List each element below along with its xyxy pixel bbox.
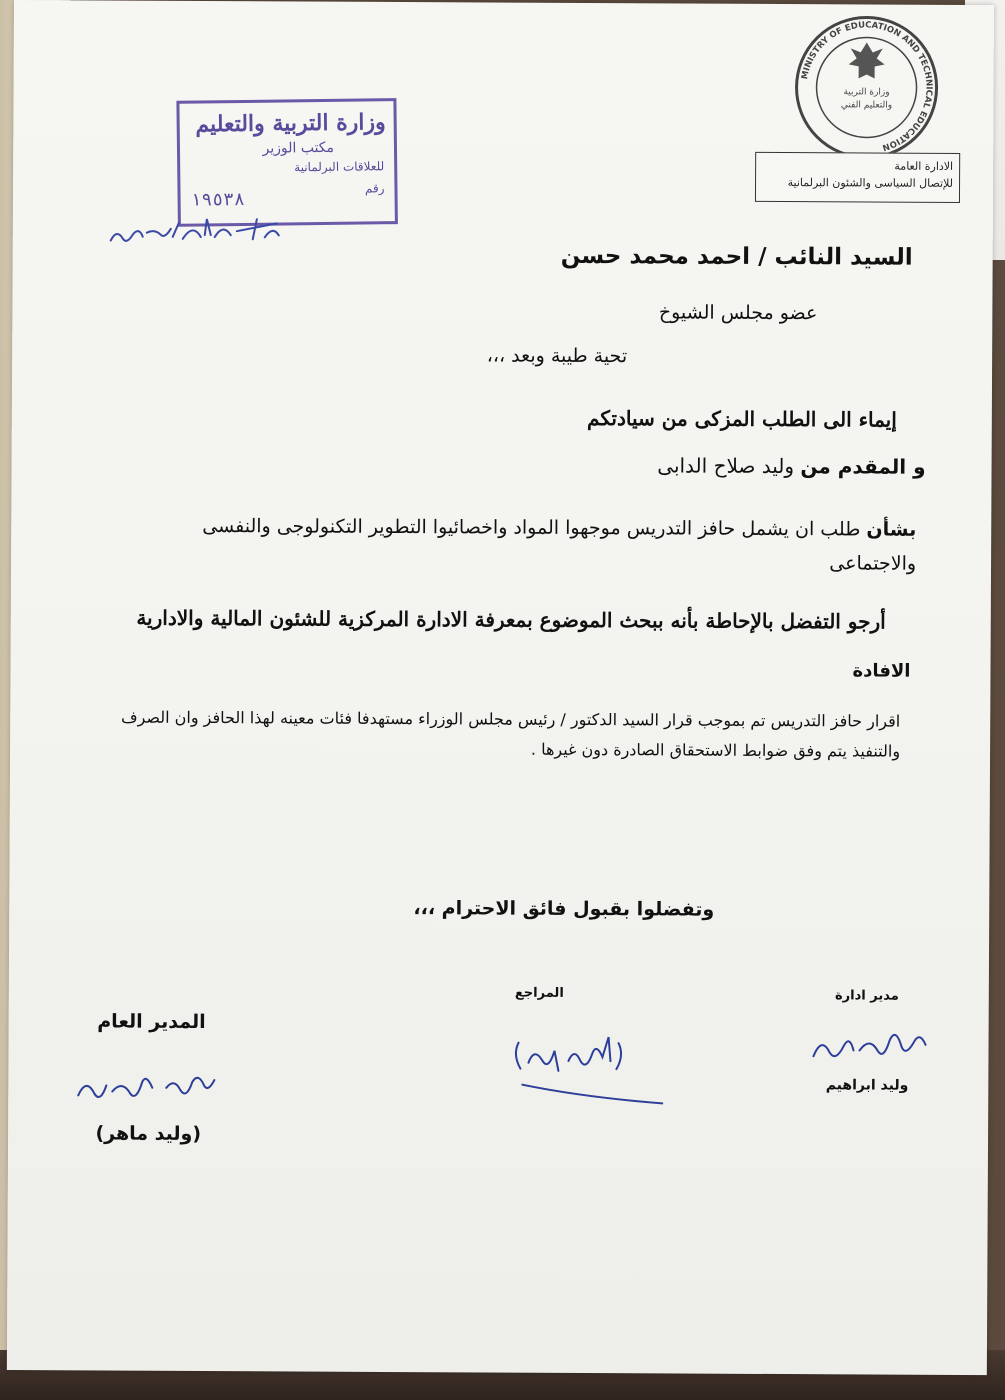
response-body: اقرار حافز التدريس تم بموجب قرار السيد الدكتور / رئيس مجلس الوزراء مستهدفا فئات معينه لهذا الحافز وان الصرف والتنفيذ يتم وفق ضوابط الاستحقاق الصادرة دون غيرها . (120, 707, 901, 761)
greeting: تحية طيبة وبعد ،،، (486, 344, 628, 368)
stamp-line-2: مكتب الوزير (262, 139, 335, 157)
stamp-line-3: للعلاقات البرلمانية (294, 159, 385, 175)
reviewer-signature (498, 1033, 678, 1118)
department-line-1: الادارة العامة (894, 159, 954, 173)
manager-name: وليد ابراهيم (825, 1077, 909, 1094)
ministry-stamp (176, 98, 398, 227)
stamp-line-4: رقم (364, 181, 385, 196)
subject-text: طلب ان يشمل حافز التدريس موجهوا المواد واخصائيوا التطوير التكنولوجى والنفسى والاجتماعى (202, 514, 917, 575)
reference-line: إيماء الى الطلب المزكى من سيادتكم (587, 406, 897, 432)
letter-page (7, 0, 994, 1375)
manager-title: مدير ادارة (834, 988, 899, 1004)
submitted-by (657, 453, 925, 478)
submitted-name: وليد صلاح الدابى (657, 453, 795, 479)
svg-text:MINISTRY OF EDUCATION AND TECH: MINISTRY OF EDUCATION AND TECHNICAL EDUCATION (800, 20, 934, 153)
subject-prefix: بشأن (866, 518, 917, 541)
member-of: عضو مجلس الشيوخ (658, 301, 818, 325)
department-box (755, 152, 960, 203)
general-manager-signature (68, 1065, 238, 1120)
general-manager-title: المدير العام (97, 1010, 206, 1034)
handwritten-date (103, 210, 293, 251)
ministry-seal-logo (791, 12, 942, 163)
stamp-number: ١٩٥٣٨ (190, 188, 245, 211)
addressee: السيد النائب / احمد محمد حسن (560, 242, 913, 271)
stamp-line-1: وزارة التربية والتعليم (195, 109, 386, 138)
general-manager-name: (وليد ماهر) (95, 1122, 202, 1145)
request-line: أرجو التفضل بالإحاطة بأنه ببحث الموضوع بمعرفة الادارة المركزية للشئون المالية والادارية (136, 605, 886, 634)
svg-text:وزارة التربية: وزارة التربية (843, 87, 890, 98)
subject (136, 509, 916, 581)
manager-signature (803, 1016, 943, 1081)
svg-text:والتعليم الفني: والتعليم الفني (840, 100, 893, 111)
reviewer-title: المراجع (514, 985, 564, 1001)
submitted-prefix: و المقدم من (800, 454, 926, 479)
department-line-2: للإتصال السياسى والشئون البرلمانية (787, 176, 954, 190)
benefit-heading: الافادة (852, 660, 911, 682)
closing: وتفضلوا بقبول فائق الاحترام ،،، (413, 897, 715, 921)
